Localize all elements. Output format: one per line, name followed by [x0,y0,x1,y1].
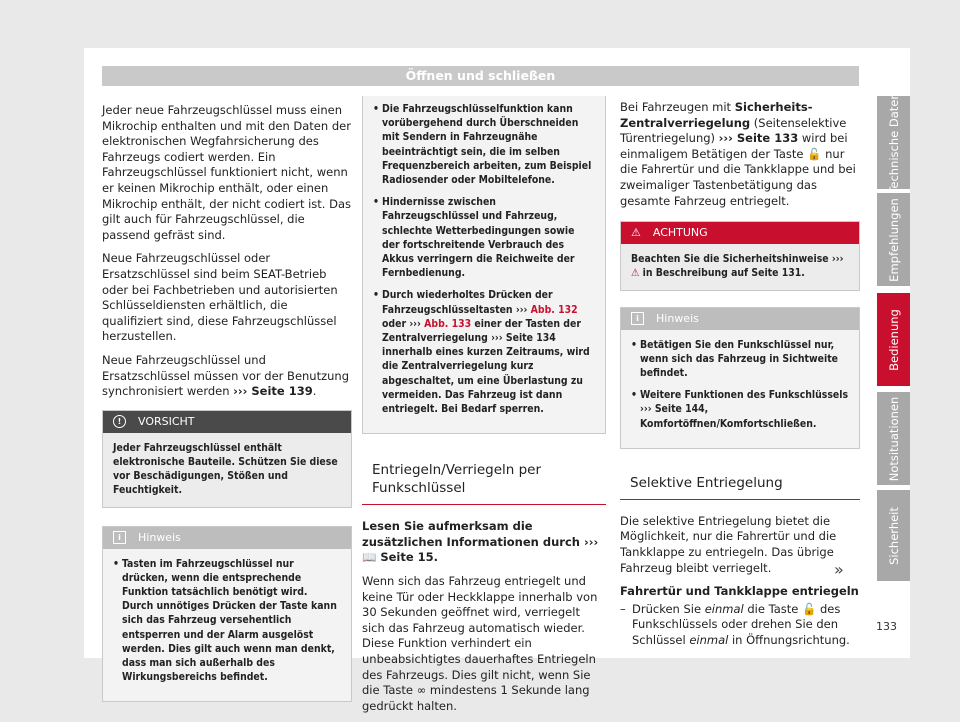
page-reference[interactable]: Seite 144, Komfortöffnen/Komfortschließen. [640,403,817,430]
link-arrow[interactable]: ››› [409,317,421,330]
note-bullet: • Weitere Funktionen des Funkschlüssels ››› Seite 144, Komfortöffnen/Komfortschließen. [631,388,849,431]
warning-box [620,221,860,290]
note-title: Hinweis [138,530,181,544]
note-box [102,526,352,703]
caution-box [102,410,352,508]
tab-notsituationen[interactable]: Notsituationen [877,392,910,485]
link-arrow[interactable]: ››› [233,384,248,399]
warning-body: Beachten Sie die Sicherheitshinweise ››› ⚠ in Beschreibung auf Seite 131. [621,244,859,289]
key-icon: ∞ [416,683,427,698]
continue-marker: » [834,560,844,579]
page-reference[interactable]: Seite 134 [502,332,556,345]
paragraph: Bei Fahrzeugen mit Sicherheits-Zentralverriegelung (Seitenselektive Türentriegelung) ››› Seite 133 wird bei einmaligem Betätigen der Taste 🔓 nur die Fahrertür und die Tankklappe und bei zweimaliger Tastenbetätigung das gesamte Fahrzeug entriegelt. [620,100,856,208]
page-number: 133 [876,620,897,633]
paragraph: Die selektive Entriegelung bietet die Möglichkeit, nur die Fahrertür und die Tankklappe zu entriegeln. Das übrige Fahrzeug bleibt verriegelt. [620,513,837,575]
note-bullet: • Die Fahrzeugschlüsselfunktion kann vorübergehend durch Überschneiden mit Sendern in Fahrzeugnähe beeinträchtigt sein, die im selben Frequenzbereich arbeiten, zum Beispiel Radiosender oder Mobiltelefone. [373,102,595,187]
lock-icon: 🔓 [807,146,822,161]
caution-icon: ! [113,415,126,428]
section-title: Entriegeln/Verriegeln per Funkschlüssel [362,458,606,505]
page-reference[interactable]: Seite 139 [247,384,313,399]
tab-sicherheit[interactable]: Sicherheit [877,490,910,581]
info-icon: i [631,312,644,325]
note-box-continued [362,96,606,434]
note-bullet: • Tasten im Fahrzeugschlüssel nur drücken, wenn die entsprechende Funktion tatsächlich benötigt wird. Durch unnötiges Drücken der Taste kann sich das Fahrzeug versehentlich entsperren und der Alarm ausgelöst werden. Dies gilt auch wenn man denkt, dass man sich außerhalb des Wirkungsbereichs befindet. [113,557,341,685]
instruction-step: – Drücken Sie einmal die Taste 🔓 des Funkschlüssels oder drehen Sie den Schlüssel einmal in Öffnungsrichtung. [620,601,850,647]
link-arrow[interactable]: ››› [515,303,528,316]
tab-bedienung[interactable]: Bedienung [877,293,910,386]
paragraph: Neue Fahrzeugschlüssel oder Ersatzschlüssel sind beim SEAT-Betrieb oder bei Fachbetrieben und autorisierten Schlüsseldiensten erhältlich, die qualifiziert sind, diese Fahrzeugschlüssel herzustellen. [102,251,338,344]
link-arrow[interactable]: ››› [640,403,652,416]
section-title: Selektive Entriegelung [620,471,860,500]
warning-icon: ⚠ [631,226,641,240]
link-arrow[interactable]: ››› [491,332,503,345]
page-reference[interactable]: Seite 15 [376,550,434,565]
figure-reference[interactable]: Abb. 133 [420,317,472,330]
link-arrow[interactable]: ››› [831,253,844,266]
sub-heading: Fahrertür und Tankklappe entriegeln [620,584,859,599]
caution-body: Jeder Fahrzeugschlüssel enthält elektronische Bauteile. Schützen Sie diese vor Beschädigungen, Stößen und Feuchtigkeit. [103,433,351,507]
link-arrow[interactable]: ››› [583,534,599,549]
column-3 [620,100,860,657]
note-title: Hinweis [656,311,699,325]
lock-icon: 🔓 [802,601,817,616]
caution-title: VORSICHT [138,414,195,428]
page-reference[interactable]: Seite 133 [732,131,799,146]
paragraph: Jeder neue Fahrzeugschlüssel muss einen Mikrochip enthalten und mit den Daten der elektronischen Wegfahrsicherung des Fahrzeugs codiert werden. Ein Fahrzeugschlüssel funktioniert nicht, wenn er keinen Mikrochip enthält, oder einen Mikrochip enthält, der nicht codiert ist. Das gilt auch für Fahrzeugschlüssel, die passend gefräst sind. [102,103,352,242]
warning-title: ACHTUNG [652,226,708,240]
note-box [620,307,860,449]
note-bullet: • Betätigen Sie den Funkschlüssel nur, wenn sich das Fahrzeug in Sichtweite befindet. [631,338,849,381]
link-arrow[interactable]: ››› [718,131,733,146]
book-icon: 📖 [362,550,377,565]
info-icon: i [113,531,126,544]
page-header: Öffnen und schließen [102,66,859,86]
figure-reference[interactable]: Abb. 132 [527,303,578,316]
note-bullet: • Hindernisse zwischen Fahrzeugschlüssel und Fahrzeug, schlechte Wetterbedingungen sowie der fortschreitende Verbrauch des Akkus verringern die Reichweite der Fernbedienung. [373,195,595,280]
paragraph: Neue Fahrzeugschlüssel und Ersatzschlüssel müssen vor der Benutzung synchronisiert werden ››› Seite 139. [102,352,350,399]
lead-paragraph: Lesen Sie aufmerksam die zusätzlichen Informationen durch ››› 📖 Seite 15. [362,519,599,565]
tab-technische-daten[interactable]: Technische Daten [877,96,910,189]
column-1 [102,103,352,702]
note-bullet: • Durch wiederholtes Drücken der Fahrzeugschlüsseltasten ››› Abb. 132 oder ››› Abb. 133 einer der Tasten der Zentralverriegelung ››› Seite 134 innerhalb eines kurzen Zeitraums, wird die Zentralverriegelung kurz abgeschaltet, um eine Überlastung zu vermeiden. Das Fahrzeug ist dann entriegelt. Bei Bedarf sperren. [373,288,595,416]
paragraph: Wenn sich das Fahrzeug entriegelt und keine Tür oder Heckklappe innerhalb von 30 Sekunden geöffnet wird, verriegelt sich das Fahrzeug automatisch wieder. Diese Funktion verhindert ein unbeabsichtigtes dauerhaftes Entriegeln des Fahrzeugs. Dies gilt nicht, wenn Sie die Taste ∞ mindestens 1 Sekunde lang gedrückt halten. [362,574,598,713]
tab-empfehlungen[interactable]: Empfehlungen [877,193,910,286]
warning-icon: ⚠ [631,267,640,280]
column-2 [362,103,606,722]
